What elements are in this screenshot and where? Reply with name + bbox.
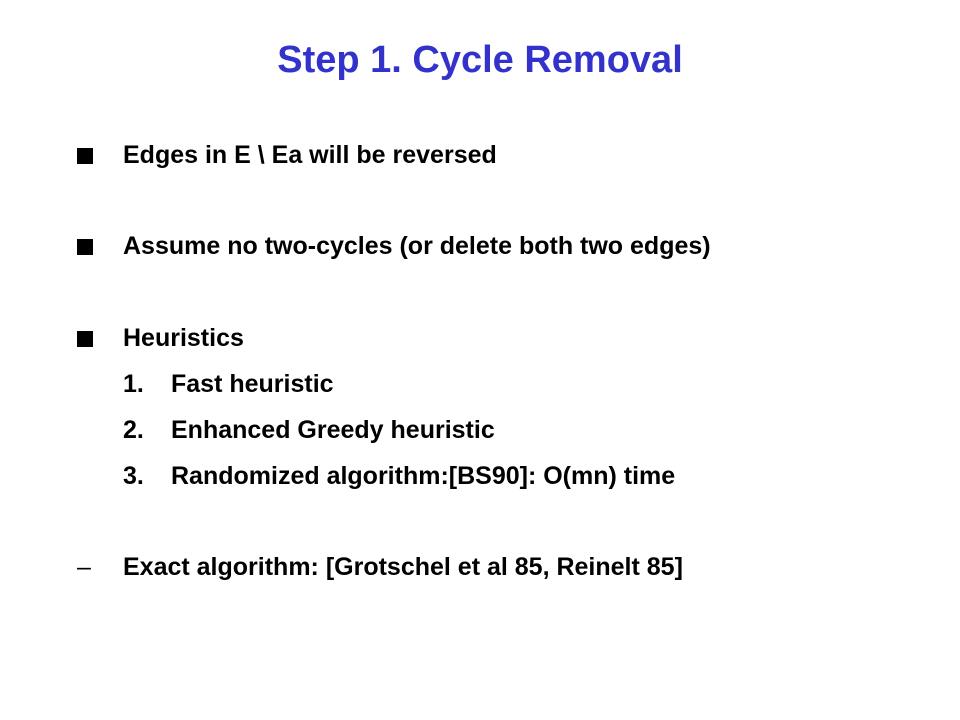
- slide-title: Step 1. Cycle Removal: [277, 39, 683, 81]
- square-bullet-icon: [77, 148, 93, 164]
- number-marker: 1.: [123, 370, 144, 398]
- numbered-item-text: Enhanced Greedy heuristic: [171, 416, 495, 444]
- number-marker: 2.: [123, 416, 144, 444]
- square-bullet-icon: [77, 331, 93, 347]
- bullet-text: Edges in E \ Ea will be reversed: [123, 141, 497, 169]
- dash-marker: –: [77, 553, 91, 581]
- numbered-item-text: Randomized algorithm:[BS90]: O(mn) time: [171, 462, 676, 490]
- number-marker: 3.: [123, 462, 144, 490]
- bullet-text: Assume no two-cycles (or delete both two edges): [123, 232, 711, 260]
- bullet-text: Heuristics: [123, 324, 244, 352]
- dash-item-text: Exact algorithm: [Grotschel et al 85, Reinelt 85]: [123, 553, 683, 581]
- square-bullet-icon: [77, 239, 93, 255]
- numbered-item-text: Fast heuristic: [171, 370, 334, 398]
